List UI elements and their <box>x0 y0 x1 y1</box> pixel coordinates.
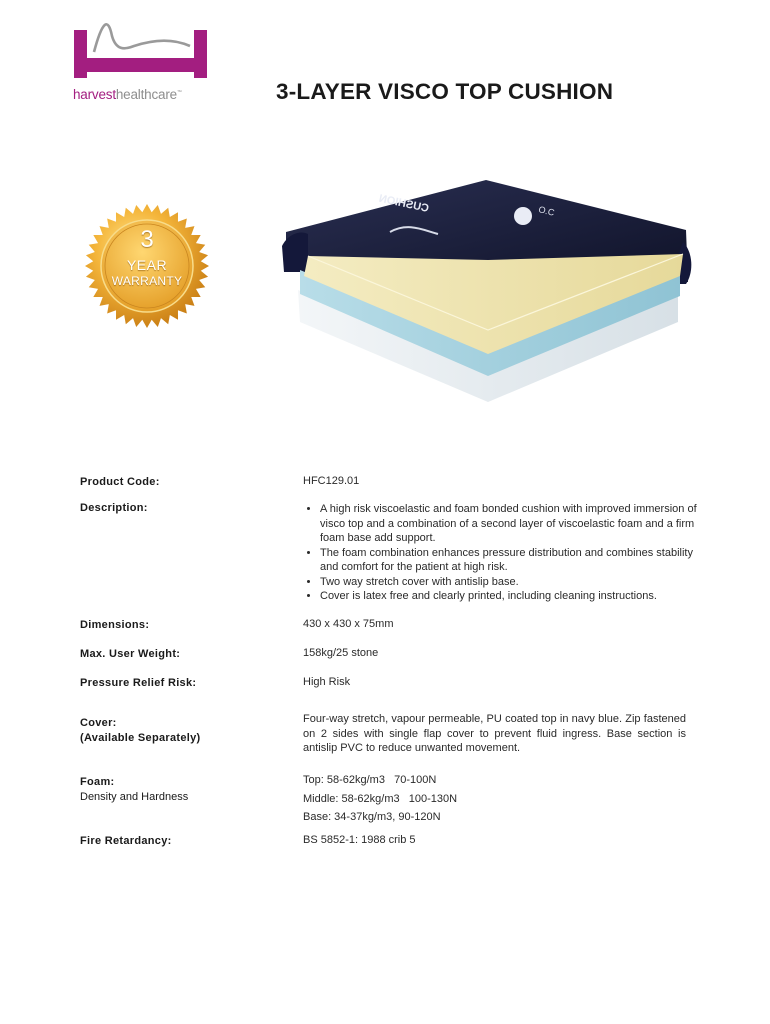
dimensions-value: 430 x 430 x 75mm <box>303 618 394 630</box>
foam-values <box>303 771 703 827</box>
fire-retardancy-value: BS 5852-1: 1988 crib 5 <box>303 834 416 846</box>
description-list <box>303 502 703 604</box>
brand-wordmark <box>73 87 182 102</box>
max-user-weight-label: Max. User Weight: <box>80 648 181 660</box>
description-label: Description: <box>80 502 148 514</box>
cushion-image <box>278 172 698 407</box>
cover-value: Four-way stretch, vapour permeable, PU coated top in navy blue. Zip fastened on 2 sides with single flap cover to prevent fluid ingress. Base section is antislip PVC to reduce unwanted movement. <box>303 713 686 754</box>
foam-sublabel: Density and Hardness <box>80 791 189 803</box>
max-user-weight-value: 158kg/25 stone <box>303 647 379 659</box>
foam-top-line: Top: 58-62kg/m3 70-100N <box>303 774 437 786</box>
pressure-relief-risk-value: High Risk <box>303 676 351 688</box>
warranty-number: 3 <box>140 226 154 253</box>
brand-name-part2: healthcare <box>115 87 177 102</box>
foam-middle-line: Middle: 58-62kg/m3 100-130N <box>303 792 458 805</box>
description-bullet: • Cover is latex free and clearly printed, including cleaning instructions. <box>320 589 703 604</box>
pressure-relief-risk-label: Pressure Relief Risk: <box>80 677 197 689</box>
product-code-value: HFC129.01 <box>303 475 360 487</box>
foam-label <box>80 775 188 805</box>
warranty-line2: WARRANTY <box>111 274 183 288</box>
svg-text:O.C: O.C <box>537 204 556 218</box>
foam-label-main: Foam: <box>80 776 115 788</box>
dimensions-label: Dimensions: <box>80 619 150 631</box>
brand-trademark: ™ <box>176 89 182 96</box>
fire-retardancy-label: Fire Retardancy: <box>80 835 172 847</box>
cover-label-line1: Cover: <box>80 717 117 729</box>
svg-text:CUSHION: CUSHION <box>377 192 430 215</box>
description-bullet: • A high risk viscoelastic and foam bonded cushion with improved immersion of visco top and a combination of a second layer of viscoelastic foam and a firm foam base add support. <box>320 502 703 546</box>
cover-label-line2: (Available Separately) <box>80 732 201 744</box>
cover-label <box>80 716 201 746</box>
description-bullet: • The foam combination enhances pressure distribution and combines stability and comfort for the patient at high risk. <box>320 546 703 575</box>
brand-name-part1: harvest <box>73 87 116 102</box>
warranty-line1: YEAR <box>126 257 168 273</box>
foam-base-line: Base: 34-37kg/m3, 90-120N <box>303 811 441 823</box>
product-code-label: Product Code: <box>80 476 160 488</box>
page-title: 3-LAYER VISCO TOP CUSHION <box>276 79 614 104</box>
description-bullet: • Two way stretch cover with antislip base. <box>320 575 703 590</box>
